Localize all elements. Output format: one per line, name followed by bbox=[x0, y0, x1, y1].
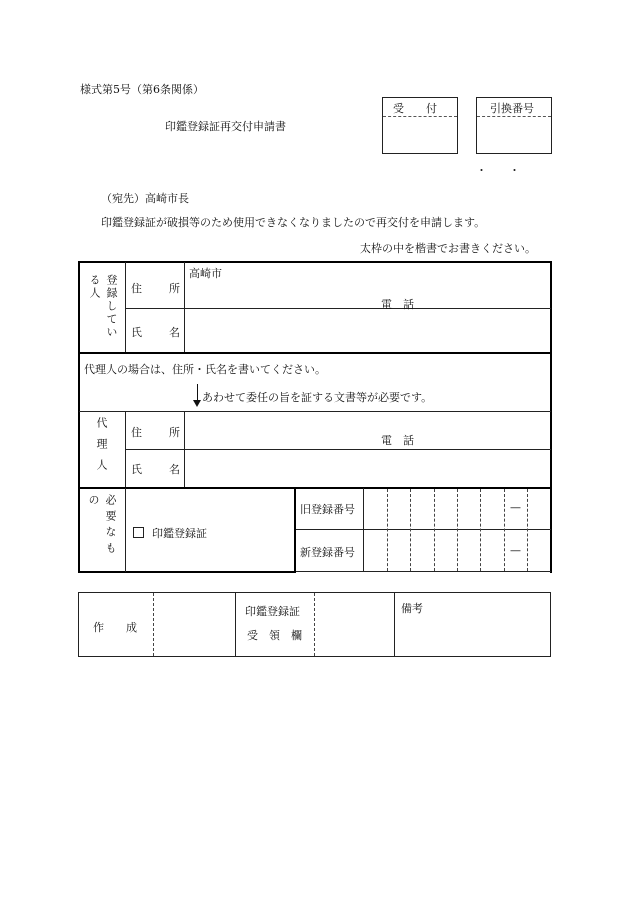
agent-arrow-head bbox=[193, 400, 201, 407]
date-dots: ・ ・ bbox=[476, 164, 520, 177]
registrant-name-field[interactable] bbox=[185, 309, 550, 352]
new-number-label: 新登録番号 bbox=[300, 546, 355, 559]
registrant-section-label: 登録している人 bbox=[88, 274, 118, 339]
remarks-field[interactable] bbox=[395, 612, 550, 656]
agent-name-field[interactable] bbox=[185, 450, 550, 487]
required-item-checkbox[interactable] bbox=[133, 527, 144, 538]
agent-note: 代理人の場合は、住所・氏名を書いてください。 bbox=[84, 363, 326, 376]
digit-divider bbox=[504, 489, 505, 571]
registrant-name-label: 氏 名 bbox=[131, 326, 188, 339]
digit-divider bbox=[410, 489, 411, 571]
exchange-number-box[interactable] bbox=[476, 97, 552, 154]
required-label-divider bbox=[125, 488, 126, 572]
agent-sub-note: あわせて委任の旨を証する文書等が必要です。 bbox=[202, 391, 433, 404]
form-title: 印鑑登録証再交付申請書 bbox=[165, 120, 286, 133]
registrant-address-label: 住 所 bbox=[131, 282, 188, 295]
required-right-border bbox=[294, 487, 296, 573]
addressee: （宛先）高崎市長 bbox=[101, 192, 189, 205]
reg-bottom-line bbox=[296, 571, 551, 572]
exchange-number-label: 引換番号 bbox=[490, 102, 534, 115]
registrant-label-divider bbox=[125, 262, 126, 352]
reception-divider bbox=[383, 116, 457, 117]
statement: 印鑑登録証が破損等のため使用できなくなりましたので再交付を申請します。 bbox=[101, 216, 486, 229]
registrant-bottom-border bbox=[78, 352, 552, 354]
remarks-label: 備考 bbox=[401, 602, 423, 615]
old-number-label: 旧登録番号 bbox=[300, 503, 355, 516]
form-number: 様式第5号（第6条関係） bbox=[80, 83, 204, 96]
registrant-address-field[interactable] bbox=[185, 262, 550, 308]
agent-section-label: 代理人 bbox=[95, 417, 108, 480]
receipt-label-1: 印鑑登録証 bbox=[245, 605, 300, 618]
created-label: 作 成 bbox=[93, 621, 137, 634]
reception-label: 受 付 bbox=[393, 102, 437, 115]
agent-phone-label: 電 話 bbox=[381, 434, 414, 447]
reception-box[interactable] bbox=[382, 97, 458, 154]
receipt-label-2: 受 領 欄 bbox=[247, 629, 302, 642]
office-divider bbox=[235, 593, 236, 656]
digit-divider bbox=[527, 489, 528, 571]
digit-divider bbox=[480, 489, 481, 571]
digit-divider bbox=[434, 489, 435, 571]
new-number-dash: — bbox=[510, 544, 521, 557]
table-left-border bbox=[78, 261, 80, 573]
registrant-address-prefix: 高崎市 bbox=[189, 267, 222, 280]
registrant-phone-label: 電 話 bbox=[381, 298, 414, 311]
agent-address-field[interactable] bbox=[185, 412, 550, 449]
required-section-label: 必要なもの bbox=[87, 494, 117, 558]
receipt-field[interactable] bbox=[315, 593, 393, 656]
required-item[interactable] bbox=[133, 525, 207, 541]
created-field[interactable] bbox=[154, 593, 234, 656]
digit-divider bbox=[387, 489, 388, 571]
required-item-label: 印鑑登録証 bbox=[152, 527, 207, 540]
agent-name-label: 氏 名 bbox=[131, 463, 188, 476]
exchange-number-divider bbox=[477, 116, 551, 117]
instruction: 太枠の中を楷書でお書きください。 bbox=[360, 242, 536, 255]
old-number-dash: — bbox=[510, 501, 521, 514]
agent-address-label: 住 所 bbox=[131, 426, 188, 439]
digit-divider bbox=[457, 489, 458, 571]
table-bottom-border bbox=[78, 571, 296, 573]
